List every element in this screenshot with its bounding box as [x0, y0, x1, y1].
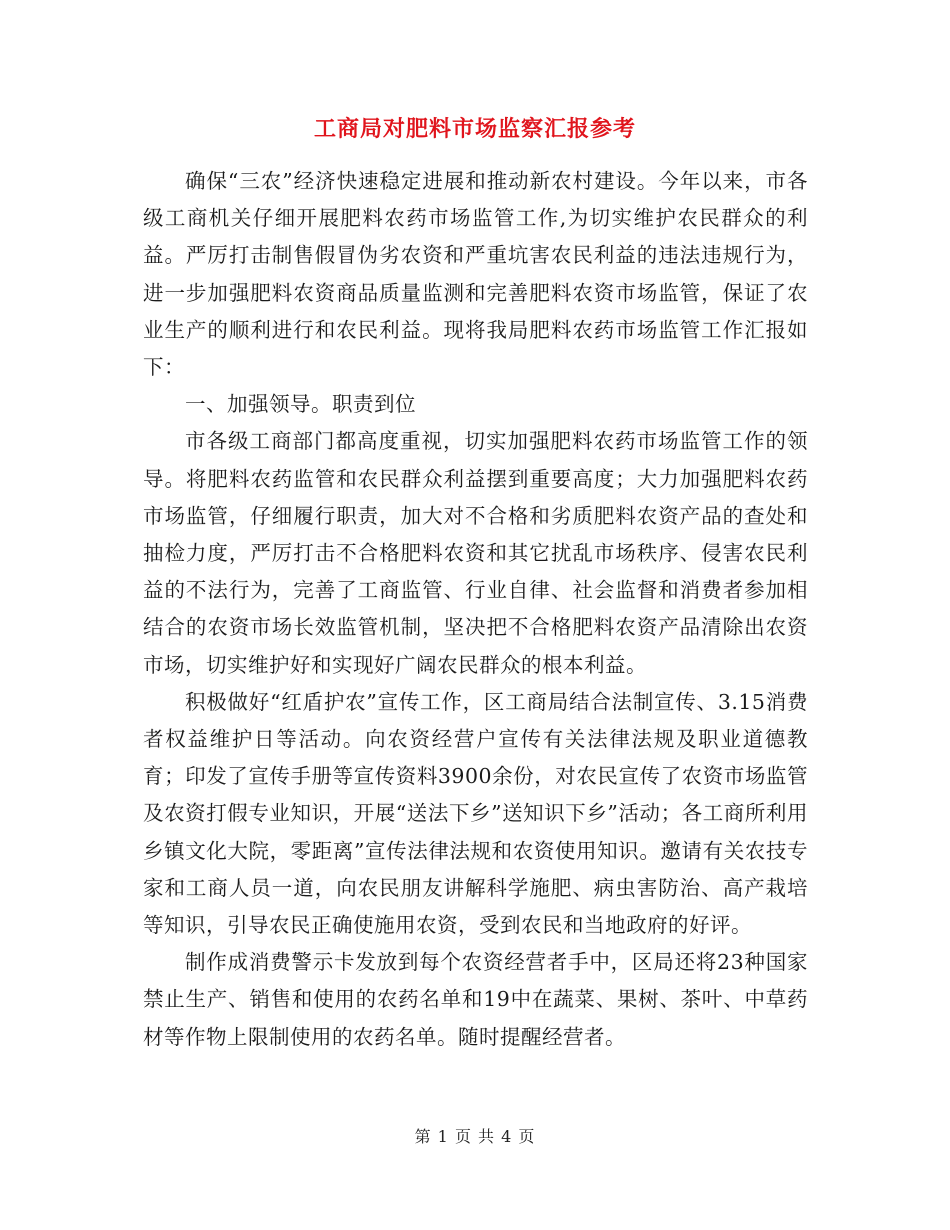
document-body	[143, 163, 808, 1056]
paragraph-intro: 确保“三农”经济快速稳定进展和推动新农村建设。今年以来，市各级工商机关仔细开展肥料农药市场监管工作,为切实维护农民群众的利益。严厉打击制售假冒伪劣农资和严重坑害农民利益的违法违规行为，进一步加强肥料农资商品质量监测和完善肥料农资市场监管，保证了农业生产的顺利进行和农民利益。现将我局肥料农药市场监管工作汇报如下：	[143, 169, 808, 380]
paragraph-leadership: 市各级工商部门都高度重视，切实加强肥料农药市场监管工作的领导。将肥料农药监管和农民群众利益摆到重要高度；大力加强肥料农药市场监管，仔细履行职责，加大对不合格和劣质肥料农资产品的查处和抽检力度，严厉打击不合格肥料农资和其它扰乱市场秩序、侵害农民利益的不法行为，完善了工商监管、行业自律、社会监督和消费者参加相结合的农资市场长效监管机制，坚决把不合格肥料农资产品清除出农资市场，切实维护好和实现好广阔农民群众的根本利益。	[143, 429, 808, 677]
paragraph-warning-card: 制作成消费警示卡发放到每个农资经营者手中，区局还将23种国家禁止生产、销售和使用的农药名单和19中在蔬菜、果树、茶叶、中草药材等作物上限制使用的农药名单。随时提醒经营者。	[143, 950, 808, 1049]
page-number-footer: 第 1 页 共 4 页	[414, 1127, 536, 1146]
paragraph-publicity: 积极做好“红盾护农”宣传工作，区工商局结合法制宣传、3.15消费者权益维护日等活动。向农资经营户宣传有关法律法规及职业道德教育；印发了宣传手册等宣传资料3900余份，对农民宣传了农资市场监管及农资打假专业知识，开展“送法下乡”送知识下乡”活动；各工商所利用乡镇文化大院，零距离”宣传法律法规和农资使用知识。邀请有关农技专家和工商人员一道，向农民朋友讲解科学施肥、病虫害防治、高产栽培等知识，引导农民正确使施用农资，受到农民和当地政府的好评。	[143, 689, 808, 938]
document-title: 工商局对肥料市场监察汇报参考	[313, 116, 636, 142]
section-heading-1: 一、加强领导。职责到位	[185, 392, 417, 417]
